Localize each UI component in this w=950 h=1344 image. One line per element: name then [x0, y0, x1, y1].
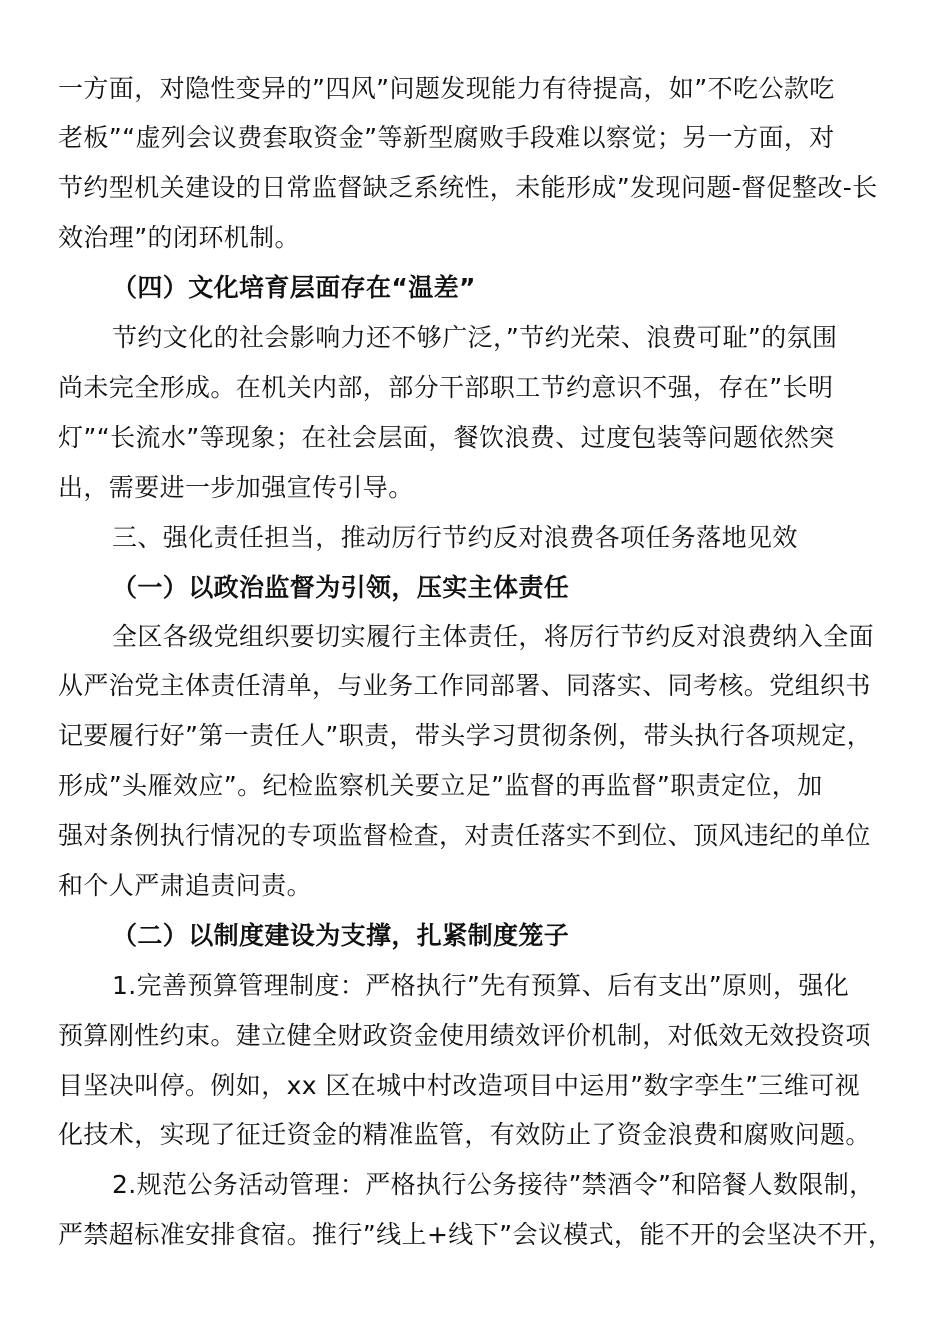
paragraph-first-line: 1.完善预算管理制度：严格执行”先有预算、后有支出”原则，强化: [112, 971, 850, 1000]
body-text-line: 强对条例执行情况的专项监督检查，对责任落实不到位、顶风违纪的单位: [58, 821, 871, 850]
body-text-line: 记要履行好”第一责任人”职责，带头学习贯彻条例，带头执行各项规定，: [58, 721, 873, 750]
section-heading: （四）文化培育层面存在“温差”: [112, 273, 476, 302]
body-text-line: 灯”“长流水”等现象；在社会层面，餐饮浪费、过度包装等问题依然突: [58, 423, 835, 452]
chapter-heading: 三、强化责任担当，推动厉行节约反对浪费各项任务落地见效: [112, 523, 798, 552]
section-heading: （二）以制度建设为支撑，扎紧制度笼子: [112, 921, 570, 950]
body-text-line: 效治理”的闭环机制。: [58, 223, 300, 252]
body-text-line: 化技术，实现了征迁资金的精准监管，有效防止了资金浪费和腐败问题。: [58, 1120, 871, 1149]
body-text-line: 目坚决叫停。例如，xx 区在城中村改造项目中运用”数字孪生”三维可视: [58, 1071, 861, 1100]
body-text-line: 老板”“虚列会议费套取资金”等新型腐败手段难以察觉；另一方面，对: [58, 123, 835, 152]
body-text-line: 预算刚性约束。建立健全财政资金使用绩效评价机制，对低效无效投资项: [58, 1021, 871, 1050]
paragraph-first-line: 2.规范公务活动管理：严格执行公务接待”禁酒令”和陪餐人数限制，: [112, 1170, 875, 1199]
body-text-line: 形成”头雁效应”。纪检监察机关要立足”监督的再监督”职责定位，加: [58, 771, 823, 800]
body-text-line: 严禁超标准安排食宿。推行”线上+线下”会议模式，能不开的会坚决不开，: [58, 1220, 894, 1249]
body-text-line: 出，需要进一步加强宣传引导。: [58, 473, 414, 502]
paragraph-first-line: 全区各级党组织要切实履行主体责任，将厉行节约反对浪费纳入全面: [112, 622, 875, 651]
body-text-line: 尚未完全形成。在机关内部，部分干部职工节约意识不强，存在”长明: [58, 373, 834, 402]
section-heading: （一）以政治监督为引领，压实主体责任: [112, 573, 570, 602]
body-text-line: 节约型机关建设的日常监督缺乏系统性，未能形成”发现问题-督促整改-长: [58, 173, 878, 202]
body-text-line: 从严治党主体责任清单，与业务工作同部署、同落实、同考核。党组织书: [58, 671, 871, 700]
body-text-line: 和个人严肃追责问责。: [58, 871, 313, 900]
body-text-line: 一方面，对隐性变异的”四风”问题发现能力有待提高，如”不吃公款吃: [58, 74, 835, 103]
paragraph-first-line: 节约文化的社会影响力还不够广泛，”节约光荣、浪费可耻”的氛围: [112, 323, 838, 352]
